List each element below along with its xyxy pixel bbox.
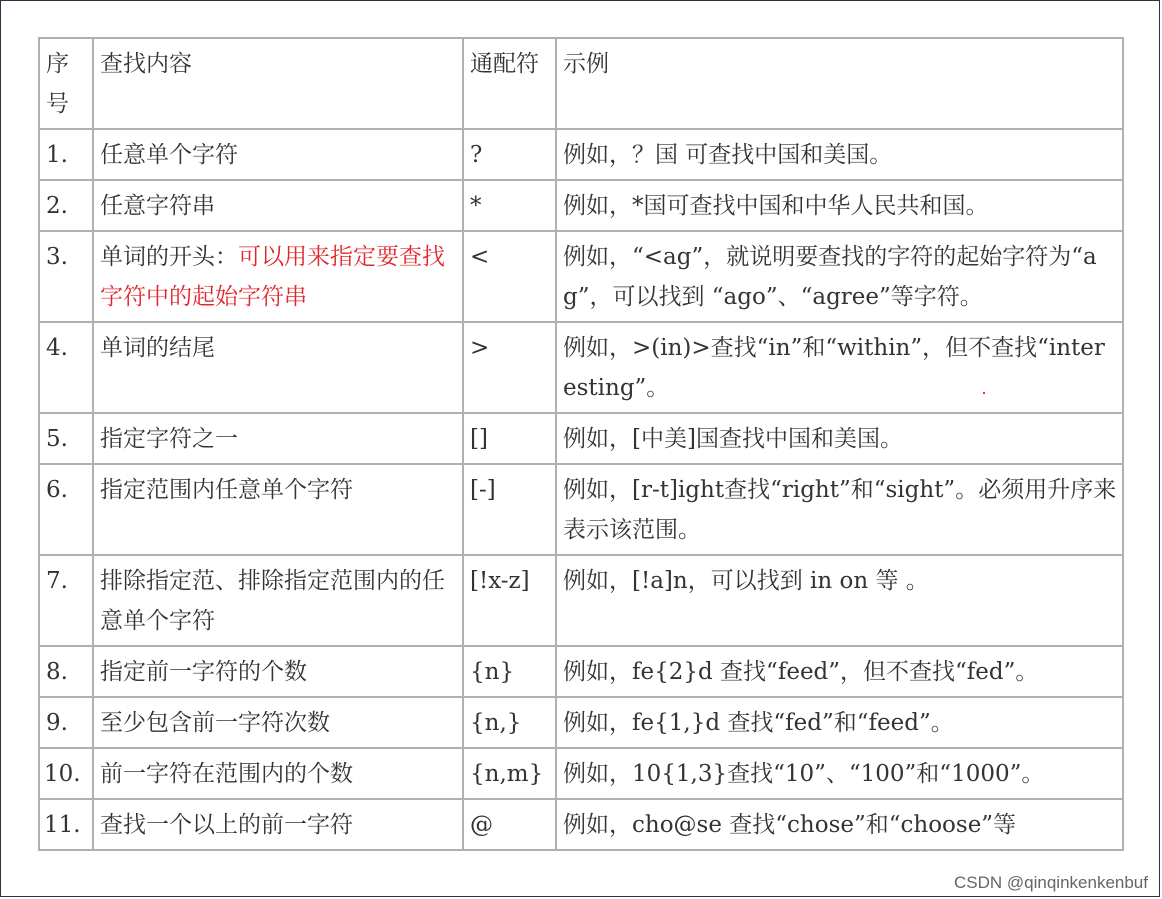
watermark: CSDN @qinqinkenkenbuf <box>954 873 1148 892</box>
row-content-text: 单词的开头： <box>100 244 238 270</box>
row-content: 排除指定范、排除指定范围内的任意单个字符 <box>93 555 463 646</box>
row-example: 例如，>(in)>查找“in”和“within”，但不查找“interesting”。 <box>556 322 1123 413</box>
row-example: 例如，cho@se 查找“chose”和“choose”等 <box>556 799 1123 850</box>
row-num: 6. <box>39 464 93 555</box>
header-wildcard: 通配符 <box>463 38 556 129</box>
table-row <box>39 748 1123 799</box>
table-row <box>39 231 1123 322</box>
row-content: 单词的结尾 <box>93 322 463 413</box>
row-num: 5. <box>39 413 93 464</box>
row-wildcard: < <box>463 231 556 322</box>
row-num: 10. <box>39 748 93 799</box>
row-content: 任意单个字符 <box>93 129 463 180</box>
header-row <box>39 38 1123 129</box>
row-example: 例如，？国 可查找中国和美国。 <box>556 129 1123 180</box>
row-wildcard: {n,} <box>463 697 556 748</box>
row-wildcard: {n,m} <box>463 748 556 799</box>
row-content: 前一字符在范围内的个数 <box>93 748 463 799</box>
row-example: 例如，[中美]国查找中国和美国。 <box>556 413 1123 464</box>
wildcard-table <box>38 37 1124 851</box>
row-wildcard: @ <box>463 799 556 850</box>
stray-dot <box>983 392 985 394</box>
row-wildcard: [-] <box>463 464 556 555</box>
row-example: 例如，*国可查找中国和中华人民共和国。 <box>556 180 1123 231</box>
row-example: 例如，[!a]n，可以找到 in on 等 。 <box>556 555 1123 646</box>
row-num: 11. <box>39 799 93 850</box>
row-num: 4. <box>39 322 93 413</box>
row-wildcard: [!x-z] <box>463 555 556 646</box>
row-example: 例如，10{1,3}查找“10”、“100”和“1000”。 <box>556 748 1123 799</box>
row-content: 查找一个以上的前一字符 <box>93 799 463 850</box>
table-row <box>39 180 1123 231</box>
row-num: 8. <box>39 646 93 697</box>
row-content: 指定范围内任意单个字符 <box>93 464 463 555</box>
row-num: 9. <box>39 697 93 748</box>
header-num: 序 号 <box>39 38 93 129</box>
table-row <box>39 646 1123 697</box>
row-example: 例如，[r-t]ight查找“right”和“sight”。必须用升序来表示该范围。 <box>556 464 1123 555</box>
row-content: 指定前一字符的个数 <box>93 646 463 697</box>
row-num: 7. <box>39 555 93 646</box>
row-wildcard: {n} <box>463 646 556 697</box>
table-row <box>39 413 1123 464</box>
table-row <box>39 697 1123 748</box>
header-example: 示例 <box>556 38 1123 129</box>
row-content <box>93 231 463 322</box>
row-wildcard: ? <box>463 129 556 180</box>
row-num: 3. <box>39 231 93 322</box>
row-content: 指定字符之一 <box>93 413 463 464</box>
row-example: 例如，fe{1,}d 查找“fed”和“feed”。 <box>556 697 1123 748</box>
row-wildcard: [] <box>463 413 556 464</box>
row-num: 2. <box>39 180 93 231</box>
row-wildcard: > <box>463 322 556 413</box>
table-row <box>39 799 1123 850</box>
row-example: 例如，“<ag”，就说明要查找的字符的起始字符为“ag”，可以找到 “ago”、“agree”等字符。 <box>556 231 1123 322</box>
row-content: 任意字符串 <box>93 180 463 231</box>
row-wildcard: * <box>463 180 556 231</box>
row-content-highlight: 可以用来指定要查找字符中的起始字符串 <box>100 244 445 310</box>
table-row <box>39 129 1123 180</box>
row-num: 1. <box>39 129 93 180</box>
table-row <box>39 555 1123 646</box>
row-content: 至少包含前一字符次数 <box>93 697 463 748</box>
header-content: 查找内容 <box>93 38 463 129</box>
table-row <box>39 322 1123 413</box>
table-row <box>39 464 1123 555</box>
row-example: 例如，fe{2}d 查找“feed”，但不查找“fed”。 <box>556 646 1123 697</box>
